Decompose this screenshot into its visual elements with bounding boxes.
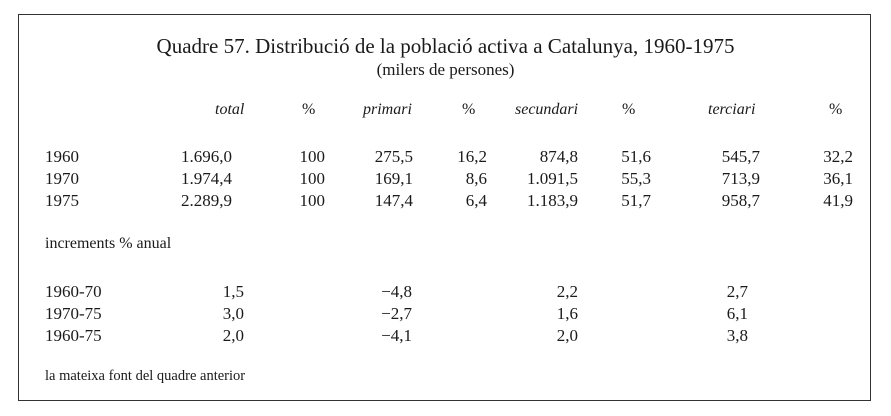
cell-secundari-pct: 51,6 [621,147,651,166]
cell-terciari: 545,7 [721,147,760,166]
cell-primari-pct: 6,4 [465,191,487,210]
inc-secundari: 1,6 [556,304,578,323]
cell-secundari: 1.091,5 [527,169,578,188]
source-note: la mateixa font del quadre anterior [45,368,246,384]
cell-total: 1.974,4 [181,169,232,188]
cell-primari: 147,4 [374,191,413,210]
cell-secundari: 874,8 [539,147,578,166]
header-total: total [215,101,245,118]
inc-secundari: 2,0 [556,326,578,345]
cell-secundari: 1.183,9 [527,191,578,210]
inc-total: 1,5 [222,282,244,301]
header-terciari: terciari [708,101,756,118]
cell-total: 2.289,9 [181,191,232,210]
cell-terciari-pct: 32,2 [823,147,853,166]
row-period: 1970-75 [45,304,102,323]
row-period: 1960-70 [45,282,102,301]
increments-section-label: increments % anual [45,235,172,252]
cell-terciari: 713,9 [721,169,760,188]
cell-primari-pct: 16,2 [457,147,487,166]
row-period: 1960-75 [45,326,102,345]
inc-total: 2,0 [222,326,244,345]
inc-secundari: 2,2 [556,282,578,301]
cell-primari-pct: 8,6 [465,169,487,188]
inc-terciari: 3,8 [726,326,748,345]
cell-terciari-pct: 41,9 [823,191,853,210]
header-primari: primari [363,101,412,118]
header-terciari-pct: % [829,101,843,118]
header-total-pct: % [302,101,316,118]
inc-terciari: 6,1 [726,304,748,323]
table-title: Quadre 57. Distribució de la població activa a Catalunya, 1960-1975 [156,34,735,58]
cell-secundari-pct: 51,7 [621,191,651,210]
cell-total: 1.696,0 [181,147,232,166]
inc-primari: −4,8 [381,282,412,301]
cell-total-pct: 100 [299,191,325,210]
cell-total-pct: 100 [299,147,325,166]
cell-total-pct: 100 [299,169,325,188]
inc-primari: −4,1 [381,326,412,345]
cell-terciari-pct: 36,1 [823,169,853,188]
header-secundari-pct: % [622,101,636,118]
inc-terciari: 2,7 [726,282,748,301]
table-subtitle: (milers de persones) [376,60,515,79]
inc-total: 3,0 [222,304,244,323]
cell-terciari: 958,7 [721,191,760,210]
cell-secundari-pct: 55,3 [621,169,651,188]
cell-primari: 275,5 [374,147,413,166]
inc-primari: −2,7 [381,304,412,323]
row-year: 1975 [45,191,79,210]
header-primari-pct: % [462,101,476,118]
cell-primari: 169,1 [374,169,413,188]
row-year: 1960 [45,147,79,166]
row-year: 1970 [45,169,79,188]
header-secundari: secundari [515,101,579,118]
